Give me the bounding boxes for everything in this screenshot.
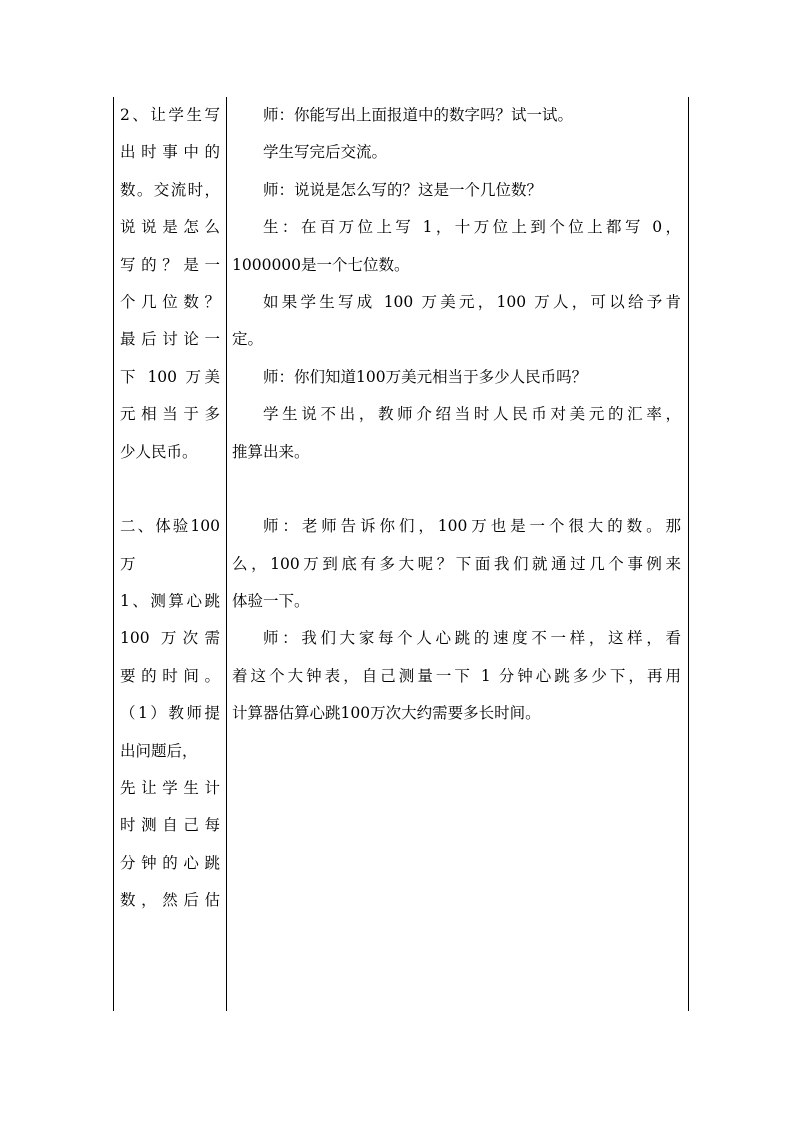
dialogue-line: 么，100万到底有多大呢？下面我们就通过几个事例来 [232,554,681,573]
dialogue-line: 着这个大钟表，自己测量一下 1 分钟心跳多少下，再用 [232,666,681,685]
activity-line: 要的时间。 [120,666,220,685]
section-gap [120,471,220,508]
dialogue-line: 计算器估算心跳100万次大约需要多长时间。 [232,704,541,723]
table-column-divider [226,97,227,1011]
activity-line: 数。交流时， [120,180,220,199]
activity-line: 1、测算心跳 [120,592,220,611]
dialogue-line: 师：我们大家每个人心跳的速度不一样，这样，看 [263,629,681,648]
lesson-table [113,97,689,1011]
activity-line: 2、让学生写 [120,106,220,124]
dialogue-line: 定。 [232,330,264,349]
activity-line: 最后讨论一 [120,330,220,349]
section-heading: 二、体验100 [120,517,220,536]
dialogue-line: 推算出来。 [232,442,310,461]
dialogue-line: 体验一下。 [232,592,310,611]
activity-line: （1）教师提 [120,704,220,723]
activity-column [120,97,220,920]
section-gap [232,471,681,508]
activity-line: 个几位数？ [120,292,220,311]
dialogue-line: 师：说说是怎么写的？这是一个几位数？ [263,180,543,199]
dialogue-line: 师：你们知道100万美元相当于多少人民币吗？ [263,367,588,386]
activity-line: 时测自己每 [120,816,220,835]
activity-line: 分钟的心跳 [120,853,220,872]
activity-line: 元相当于多 [120,405,220,424]
dialogue-line: 1000000是一个七位数。 [232,255,410,274]
activity-line: 少人民币。 [120,442,198,461]
table-left-border [113,97,114,1011]
activity-line: 先让学生计 [120,779,220,798]
dialogue-line: 如果学生写成 100 万美元，100 万人，可以给予肯 [263,292,681,311]
table-right-border [688,97,689,1011]
activity-line: 下 100 万美 [120,367,220,386]
dialogue-line: 学生说不出，教师介绍当时人民币对美元的汇率， [263,405,681,424]
dialogue-column [232,97,681,733]
activity-line: 出问题后， [120,741,198,760]
dialogue-line: 生：在百万位上写 1，十万位上到个位上都写 0， [263,218,681,237]
activity-line: 出时事中的 [120,143,220,162]
activity-line: 数，然后估 [120,891,220,910]
dialogue-line: 学生写完后交流。 [263,143,388,162]
activity-line: 100 万次需 [120,629,220,648]
activity-line: 说说是怎么 [120,218,220,237]
dialogue-line: 师：老师告诉你们，100万也是一个很大的数。那 [263,517,681,536]
dialogue-line: 师：你能写出上面报道中的数字吗？试一试。 [263,106,574,124]
section-heading: 万 [120,554,136,573]
activity-line: 写的？是一 [120,255,220,274]
